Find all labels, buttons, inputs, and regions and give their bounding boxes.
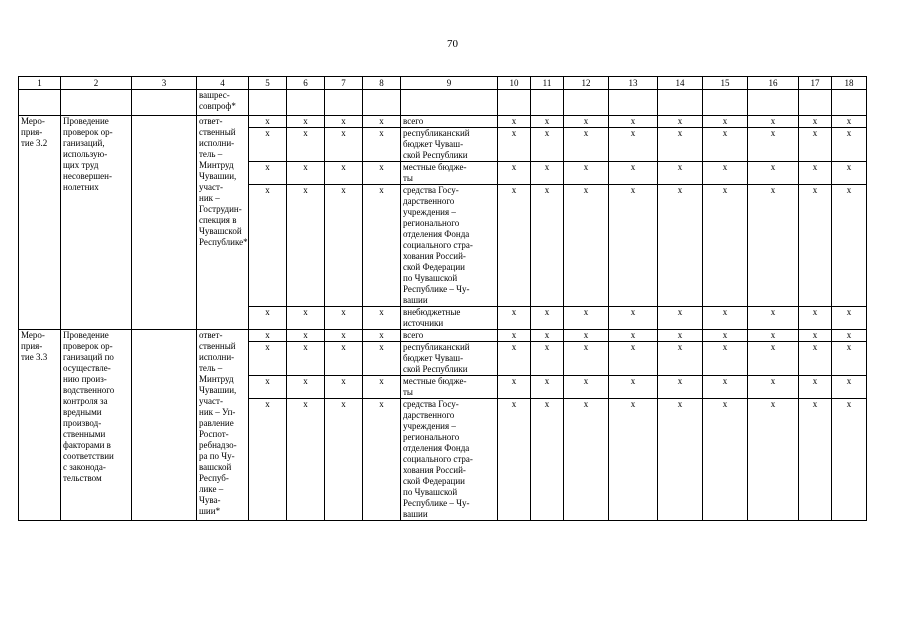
value-cell: x xyxy=(658,162,703,185)
value-cell: x xyxy=(498,330,531,342)
value-cell: x xyxy=(609,330,658,342)
value-cell: x xyxy=(832,330,867,342)
value-cell: x xyxy=(498,116,531,128)
value-cell: x xyxy=(799,342,832,376)
value-cell: x xyxy=(325,376,363,399)
value-cell: x xyxy=(799,307,832,330)
value-cell: x xyxy=(703,376,748,399)
value-cell: x xyxy=(703,128,748,162)
value-cell: x xyxy=(748,116,799,128)
header-cell: 5 xyxy=(249,77,287,90)
header-cell: 1 xyxy=(19,77,61,90)
value-cell: x xyxy=(703,330,748,342)
measure-name-cell: Проведение проверок ор- ганизаций по осуществле- нию произ- водственного контроля за вредными производ- ственными факторами в соответствии с законода- тельством xyxy=(61,330,132,521)
funding-source-cell: местные бюдже- ты xyxy=(401,376,498,399)
value-cell: x xyxy=(832,116,867,128)
value-cell: x xyxy=(363,162,401,185)
value-cell: x xyxy=(658,342,703,376)
header-cell: 8 xyxy=(363,77,401,90)
value-cell: x xyxy=(363,342,401,376)
header-cell: 4 xyxy=(197,77,249,90)
value-cell: x xyxy=(609,307,658,330)
value-cell: x xyxy=(609,399,658,521)
value-cell: x xyxy=(703,307,748,330)
header-cell: 15 xyxy=(703,77,748,90)
value-cell: x xyxy=(249,128,287,162)
value-cell: x xyxy=(609,376,658,399)
value-cell: x xyxy=(658,128,703,162)
value-cell: x xyxy=(531,342,564,376)
value-cell: x xyxy=(531,399,564,521)
value-cell: x xyxy=(564,342,609,376)
value-cell: x xyxy=(363,399,401,521)
value-cell: x xyxy=(325,330,363,342)
value-cell: x xyxy=(832,128,867,162)
value-cell: x xyxy=(325,116,363,128)
header-cell: 13 xyxy=(609,77,658,90)
value-cell: x xyxy=(658,116,703,128)
value-cell: x xyxy=(531,128,564,162)
value-cell: x xyxy=(249,185,287,307)
value-cell: x xyxy=(531,185,564,307)
header-cell: 11 xyxy=(531,77,564,90)
value-cell: x xyxy=(325,399,363,521)
value-cell: x xyxy=(531,376,564,399)
header-cell: 18 xyxy=(832,77,867,90)
value-cell: x xyxy=(703,399,748,521)
value-cell: x xyxy=(748,399,799,521)
funding-source-cell: всего xyxy=(401,116,498,128)
value-cell: x xyxy=(498,376,531,399)
value-cell: x xyxy=(799,185,832,307)
value-cell: x xyxy=(832,342,867,376)
value-cell: x xyxy=(287,307,325,330)
program-table xyxy=(18,76,867,521)
value-cell: x xyxy=(799,162,832,185)
value-cell: x xyxy=(748,342,799,376)
value-cell: x xyxy=(609,162,658,185)
value-cell: x xyxy=(249,330,287,342)
value-cell: x xyxy=(658,307,703,330)
header-cell: 3 xyxy=(132,77,197,90)
executor-cell: вашрес- совпроф* xyxy=(197,90,249,116)
value-cell: x xyxy=(249,116,287,128)
value-cell: x xyxy=(363,330,401,342)
funding-source-cell: республиканский бюджет Чуваш- ской Республики xyxy=(401,128,498,162)
value-cell: x xyxy=(832,399,867,521)
value-cell: x xyxy=(703,342,748,376)
value-cell: x xyxy=(363,128,401,162)
header-cell: 6 xyxy=(287,77,325,90)
value-cell: x xyxy=(325,185,363,307)
value-cell: x xyxy=(363,307,401,330)
funding-source-cell: местные бюдже- ты xyxy=(401,162,498,185)
value-cell: x xyxy=(325,162,363,185)
value-cell: x xyxy=(564,399,609,521)
value-cell: x xyxy=(363,376,401,399)
executor-cell: ответ- ственный исполни- тель – Минтруд Чувашии, участ- ник – Уп- равление Роспот- ребнадзо- ра по Чу- вашской Респуб- лике – Чува- шии* xyxy=(197,330,249,521)
value-cell: x xyxy=(748,307,799,330)
value-cell: x xyxy=(703,185,748,307)
value-cell: x xyxy=(564,128,609,162)
measure-id-cell: Меро- прия- тие 3.2 xyxy=(19,116,61,330)
value-cell: x xyxy=(748,185,799,307)
value-cell: x xyxy=(287,399,325,521)
value-cell: x xyxy=(703,162,748,185)
value-cell: x xyxy=(498,185,531,307)
header-cell: 17 xyxy=(799,77,832,90)
page-number: 70 xyxy=(447,38,458,50)
empty-cell xyxy=(132,116,197,330)
value-cell: x xyxy=(249,307,287,330)
funding-source-cell: средства Госу- дарственного учреждения – регионального отделения Фонда социального стра- хования Россий- ской Федерации по Чувашской Республике – Чу- вашии xyxy=(401,185,498,307)
value-cell: x xyxy=(249,162,287,185)
value-cell: x xyxy=(799,116,832,128)
funding-source-cell: всего xyxy=(401,330,498,342)
value-cell: x xyxy=(287,342,325,376)
value-cell: x xyxy=(249,342,287,376)
value-cell: x xyxy=(287,185,325,307)
value-cell: x xyxy=(498,128,531,162)
value-cell: x xyxy=(748,330,799,342)
value-cell: x xyxy=(325,342,363,376)
table-row xyxy=(19,116,867,128)
value-cell: x xyxy=(498,342,531,376)
value-cell: x xyxy=(658,399,703,521)
value-cell: x xyxy=(748,128,799,162)
value-cell: x xyxy=(832,185,867,307)
header-cell: 9 xyxy=(401,77,498,90)
value-cell: x xyxy=(703,116,748,128)
table-row xyxy=(19,330,867,342)
funding-source-cell: республиканский бюджет Чуваш- ской Республики xyxy=(401,342,498,376)
header-cell: 10 xyxy=(498,77,531,90)
value-cell: x xyxy=(249,376,287,399)
value-cell: x xyxy=(531,307,564,330)
value-cell: x xyxy=(609,116,658,128)
value-cell: x xyxy=(363,185,401,307)
value-cell: x xyxy=(832,307,867,330)
value-cell: x xyxy=(363,116,401,128)
value-cell: x xyxy=(609,128,658,162)
value-cell: x xyxy=(287,376,325,399)
empty-cell xyxy=(132,330,197,521)
value-cell: x xyxy=(748,376,799,399)
value-cell: x xyxy=(658,376,703,399)
measure-id-cell: Меро- прия- тие 3.3 xyxy=(19,330,61,521)
measure-name-cell: Проведение проверок ор- ганизаций, использую- щих труд несовершен- нолетних xyxy=(61,116,132,330)
value-cell: x xyxy=(748,162,799,185)
header-row xyxy=(19,77,867,90)
value-cell: x xyxy=(564,330,609,342)
value-cell: x xyxy=(799,128,832,162)
value-cell: x xyxy=(832,162,867,185)
value-cell: x xyxy=(799,376,832,399)
value-cell: x xyxy=(249,399,287,521)
value-cell: x xyxy=(498,307,531,330)
value-cell: x xyxy=(531,162,564,185)
value-cell: x xyxy=(287,330,325,342)
header-cell: 14 xyxy=(658,77,703,90)
value-cell: x xyxy=(325,307,363,330)
value-cell: x xyxy=(564,376,609,399)
value-cell: x xyxy=(564,162,609,185)
header-cell: 7 xyxy=(325,77,363,90)
value-cell: x xyxy=(658,185,703,307)
value-cell: x xyxy=(287,162,325,185)
value-cell: x xyxy=(498,162,531,185)
continuation-row xyxy=(19,90,867,116)
value-cell: x xyxy=(531,116,564,128)
value-cell: x xyxy=(832,376,867,399)
funding-source-cell: внебюджетные источники xyxy=(401,307,498,330)
value-cell: x xyxy=(609,342,658,376)
header-cell: 12 xyxy=(564,77,609,90)
value-cell: x xyxy=(287,128,325,162)
value-cell: x xyxy=(498,399,531,521)
value-cell: x xyxy=(799,330,832,342)
value-cell: x xyxy=(287,116,325,128)
header-cell: 16 xyxy=(748,77,799,90)
value-cell: x xyxy=(564,307,609,330)
header-cell: 2 xyxy=(61,77,132,90)
value-cell: x xyxy=(564,116,609,128)
value-cell: x xyxy=(799,399,832,521)
value-cell: x xyxy=(609,185,658,307)
value-cell: x xyxy=(325,128,363,162)
value-cell: x xyxy=(658,330,703,342)
executor-cell: ответ- ственный исполни- тель – Минтруд Чувашии, участ- ник – Гострудин- спекция в Чувашской Республике* xyxy=(197,116,249,330)
funding-source-cell: средства Госу- дарственного учреждения – регионального отделения Фонда социального стра- хования Россий- ской Федерации по Чувашской Республике – Чу- вашии xyxy=(401,399,498,521)
value-cell: x xyxy=(564,185,609,307)
value-cell: x xyxy=(531,330,564,342)
